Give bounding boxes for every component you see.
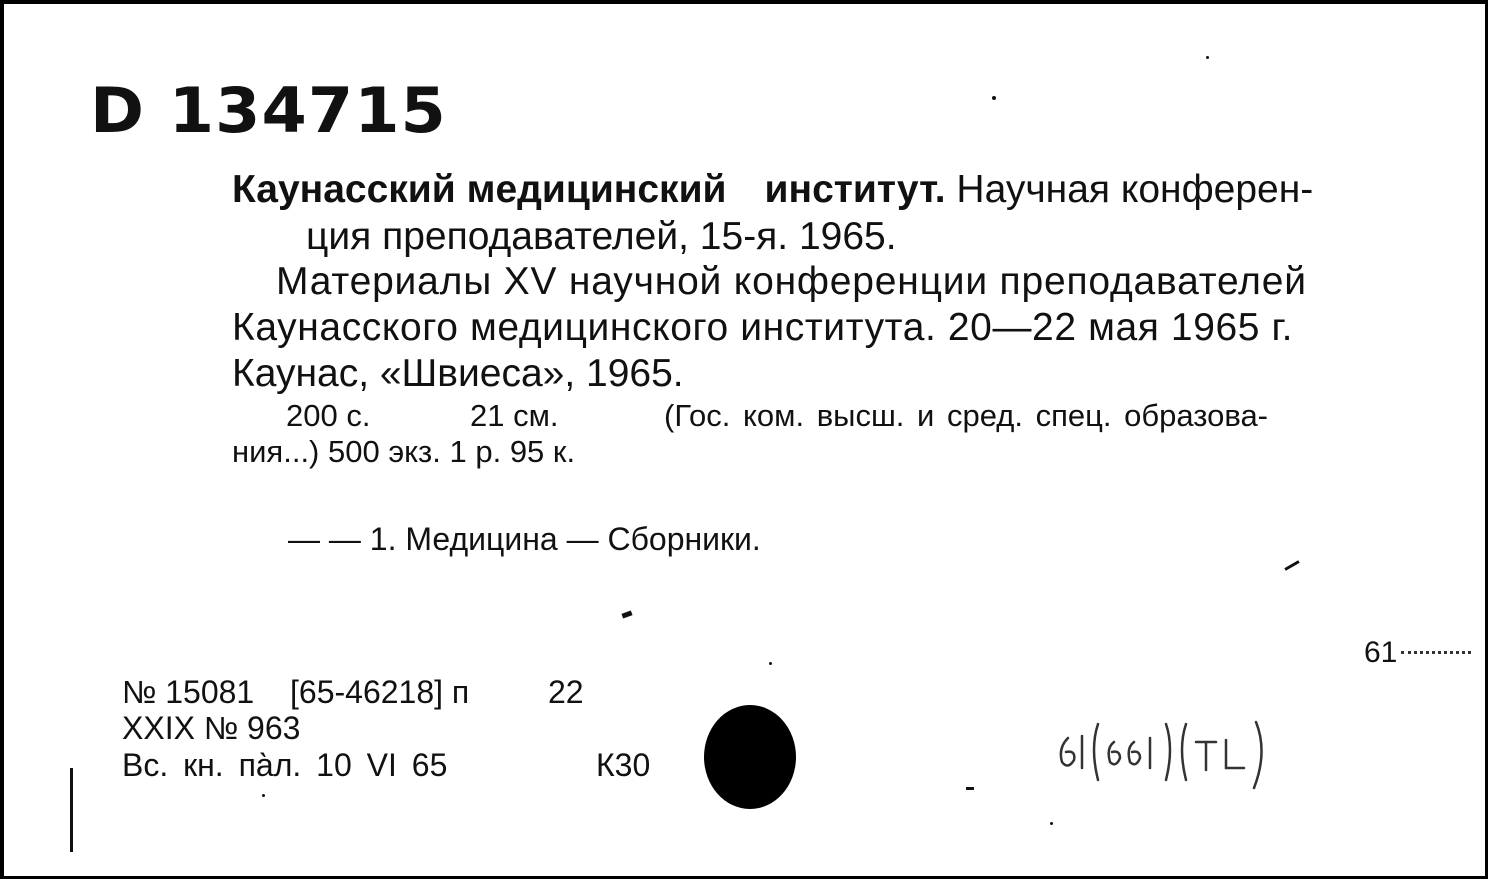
handwritten-annotation-icon (1054, 718, 1304, 798)
footer-count: 22 (548, 674, 584, 710)
speck (769, 662, 772, 665)
collation-series-1: (Гос. ком. высш. и сред. спец. образова- (664, 398, 1269, 433)
left-margin-line (70, 768, 73, 852)
ink-mark (966, 787, 974, 790)
footer-chamber: Вс. кн. па̀л. 10 VI 65 (122, 747, 448, 783)
classification-text: 61 (1364, 636, 1398, 669)
title-line-1: Материалы XV научной конференции преподавателей (276, 260, 1307, 303)
footer-order: [65-46218] п (290, 674, 470, 710)
collation-pages: 200 с. (286, 398, 371, 433)
classification-number (1364, 638, 1471, 668)
footer-volume: XXIX № 963 (122, 710, 301, 746)
speck (1206, 56, 1209, 59)
heading-conference: Научная конферен- (956, 168, 1314, 211)
heading-line-1 (232, 170, 1313, 209)
title-line-3: Каунас, «Швиеса», 1965. (232, 352, 684, 395)
footer-number: № 15081 (122, 674, 255, 710)
heading-author: Каунасский медицинский (232, 168, 727, 211)
speck (1050, 822, 1053, 825)
speck (992, 96, 996, 100)
ink-mark (621, 610, 632, 618)
heading-line-2: ция преподавателей, 15-я. 1965. (306, 215, 897, 258)
speck (262, 794, 265, 797)
collation-series-2: ния...) 500 экз. 1 р. 95 к. (232, 434, 576, 469)
punch-hole-icon (704, 705, 796, 809)
call-number: D 134715 (90, 74, 447, 147)
heading-author-2: институт. (764, 168, 946, 211)
subject-heading: — — 1. Медицина — Сборники. (288, 521, 761, 557)
classification-smudge (1401, 651, 1471, 657)
footer-code: К30 (596, 747, 651, 783)
ink-mark (1284, 560, 1299, 571)
collation-size: 21 см. (470, 398, 559, 433)
title-line-2: Каунасского медицинского института. 20—22 мая 1965 г. (232, 306, 1294, 349)
